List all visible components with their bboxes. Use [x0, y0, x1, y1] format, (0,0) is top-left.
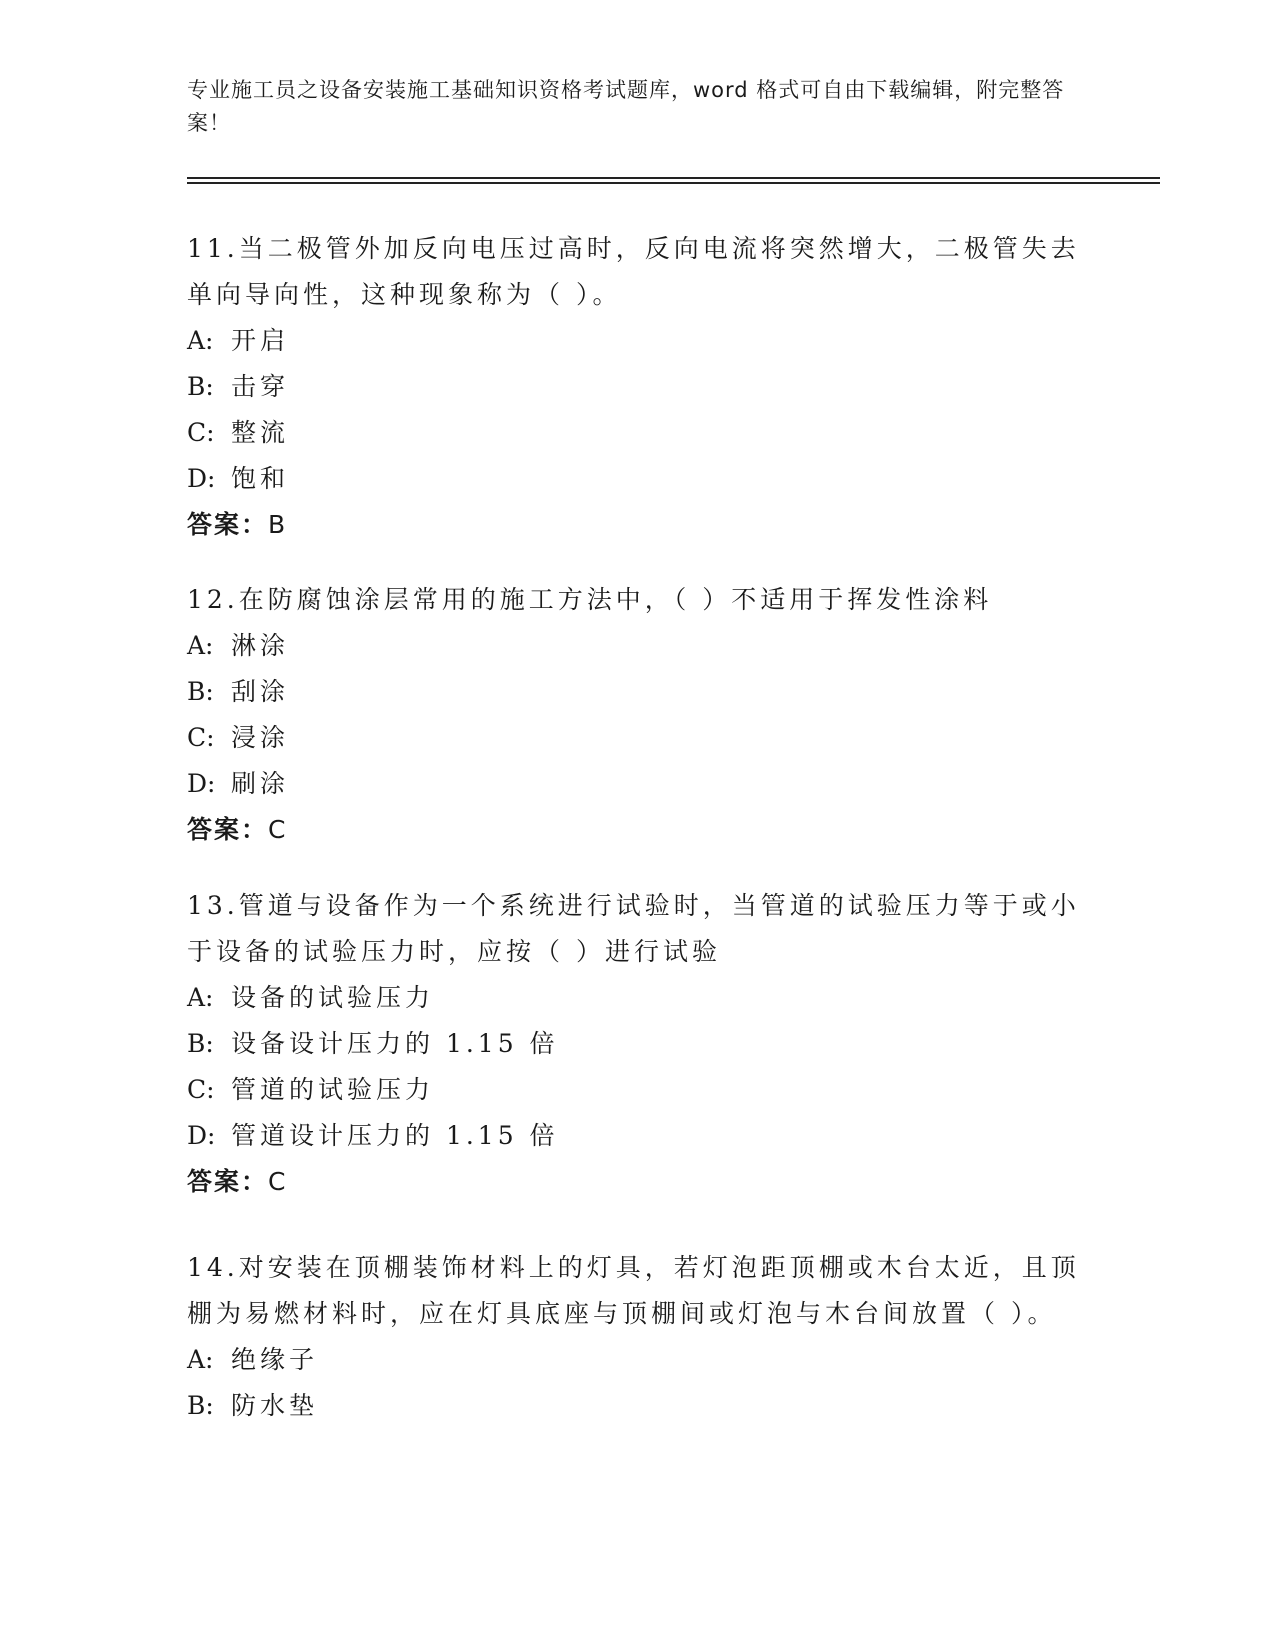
option-d	[187, 761, 1087, 807]
question-13	[187, 883, 1087, 1205]
option-text: 管道的试验压力	[231, 1075, 435, 1104]
option-letter: B:	[187, 372, 214, 401]
question-stem: 11.当二极管外加反向电压过高时，反向电流将突然增大，二极管失去单向导向性，这种现象称为（ ）。	[187, 234, 1080, 309]
question-stem: 13.管道与设备作为一个系统进行试验时，当管道的试验压力等于或小于设备的试验压力时，应按（ ）进行试验	[187, 891, 1080, 966]
answer-line	[187, 807, 1087, 853]
option-text: 刮涂	[231, 677, 290, 706]
option-letter: A:	[187, 1345, 214, 1374]
option-b	[187, 364, 1087, 410]
option-a	[187, 975, 1087, 1021]
option-text: 浸涂	[231, 723, 290, 752]
header-divider-bottom	[187, 182, 1160, 184]
answer-line	[187, 502, 1087, 548]
option-d	[187, 456, 1087, 502]
header-title: 专业施工员之设备安装施工基础知识资格考试题库，word 格式可自由下载编辑，附完整答案！	[187, 78, 1065, 135]
option-letter: B:	[187, 1029, 214, 1058]
answer-value: C	[268, 1167, 288, 1196]
option-letter: D:	[187, 769, 216, 798]
option-a	[187, 1337, 1087, 1383]
option-c	[187, 1067, 1087, 1113]
option-text: 管道设计压力的 1.15 倍	[231, 1121, 559, 1150]
answer-line	[187, 1159, 1087, 1205]
header-divider-top	[187, 177, 1160, 179]
option-c	[187, 410, 1087, 456]
option-text: 击穿	[231, 372, 290, 401]
answer-value: C	[268, 815, 288, 844]
option-b	[187, 669, 1087, 715]
answer-label: 答案：	[187, 510, 269, 539]
question-14	[187, 1245, 1087, 1429]
option-letter: A:	[187, 631, 214, 660]
option-a	[187, 318, 1087, 364]
option-text: 饱和	[231, 464, 290, 493]
question-stem: 12.在防腐蚀涂层常用的施工方法中，（ ）不适用于挥发性涂料	[187, 585, 993, 614]
option-text: 设备设计压力的 1.15 倍	[231, 1029, 559, 1058]
option-c	[187, 715, 1087, 761]
option-letter: A:	[187, 983, 214, 1012]
answer-value: B	[268, 510, 288, 539]
answer-label: 答案：	[187, 815, 269, 844]
option-text: 整流	[231, 418, 290, 447]
option-letter: D:	[187, 464, 216, 493]
question-12	[187, 577, 1087, 853]
option-text: 刷涂	[231, 769, 290, 798]
option-d	[187, 1113, 1087, 1159]
question-11	[187, 226, 1087, 548]
option-letter: A:	[187, 326, 214, 355]
document-header	[187, 74, 1087, 140]
answer-label: 答案：	[187, 1167, 269, 1196]
option-letter: D:	[187, 1121, 216, 1150]
option-text: 开启	[231, 326, 290, 355]
option-letter: B:	[187, 1391, 214, 1420]
option-text: 绝缘子	[231, 1345, 319, 1374]
option-b	[187, 1383, 1087, 1429]
option-b	[187, 1021, 1087, 1067]
question-stem: 14.对安装在顶棚装饰材料上的灯具，若灯泡距顶棚或木台太近，且顶棚为易燃材料时，应在灯具底座与顶棚间或灯泡与木台间放置（ ）。	[187, 1253, 1080, 1328]
option-letter: B:	[187, 677, 214, 706]
option-a	[187, 623, 1087, 669]
option-text: 防水垫	[231, 1391, 319, 1420]
option-letter: C:	[187, 418, 215, 447]
option-text: 设备的试验压力	[231, 983, 435, 1012]
option-letter: C:	[187, 1075, 215, 1104]
option-text: 淋涂	[231, 631, 290, 660]
option-letter: C:	[187, 723, 215, 752]
